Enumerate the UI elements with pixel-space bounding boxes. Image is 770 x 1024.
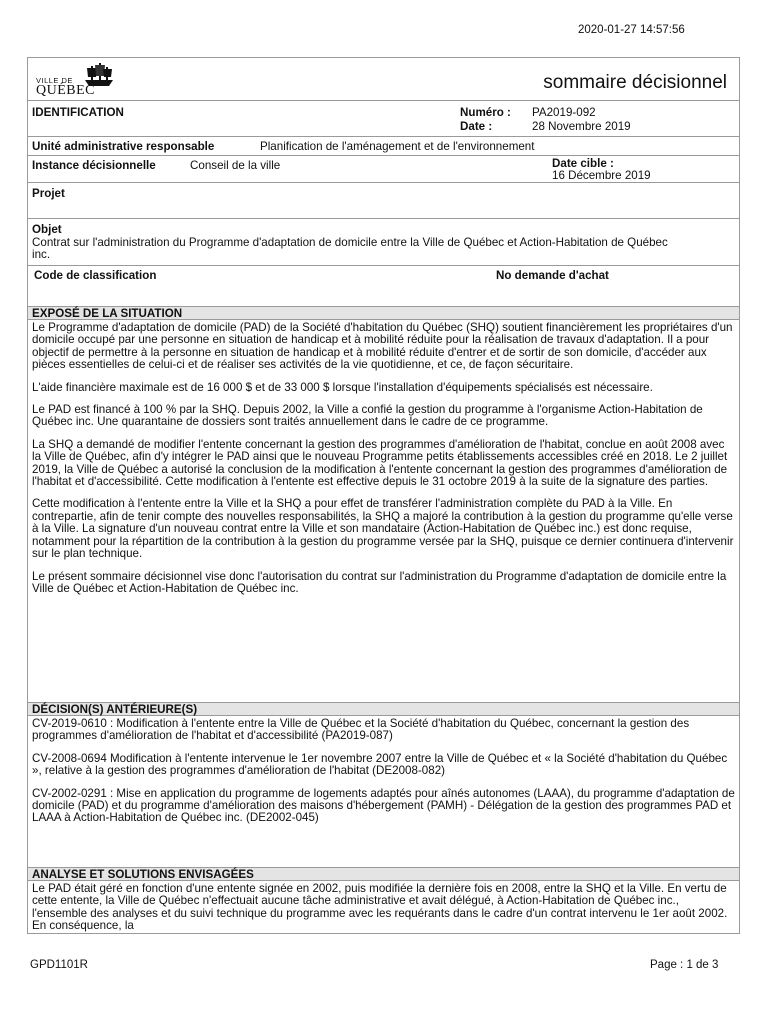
instance-label: Instance décisionnelle xyxy=(32,159,156,172)
no-demande-achat-label: No demande d'achat xyxy=(496,269,609,282)
objet-label: Objet xyxy=(32,223,62,236)
document-frame xyxy=(27,57,740,934)
expose-header: EXPOSÉ DE LA SITUATION xyxy=(28,306,739,320)
numero-value: PA2019-092 xyxy=(532,106,596,119)
ville-de-quebec-logo xyxy=(34,62,124,98)
projet-label: Projet xyxy=(32,187,65,200)
expose-paragraph: Le présent sommaire décisionnel vise donc l'autorisation du contrat sur l'administration du Programme d'adaptation de domicile entre la Ville de Québec et Action-Habitation de Québec inc. xyxy=(32,569,727,595)
document-title: sommaire décisionnel xyxy=(543,72,727,93)
analyse-body xyxy=(28,883,739,934)
expose-paragraph: Le Programme d'adaptation de domicile (PAD) de la Société d'habitation du Québec (SHQ) soutient financièrement les propriétaires d'un domicile occupé par une personne en situation de handicap et à mobilité réduite pour la réalisation de travaux d'adaptation. Il a pour objectif de permettre à la personne en situation de handicap et à mobilité réduite d'entrer et de sortir de son domicile, d'accéder aux pièces essentielles de celui-ci et de réaliser ses activités de la vie quotidienne, et ce, de façon sécuritaire. xyxy=(32,321,733,372)
analyse-header: ANALYSE ET SOLUTIONS ENVISAGÉES xyxy=(28,867,739,881)
date-cible-value: 16 Décembre 2019 xyxy=(552,169,651,182)
expose-paragraph: Le PAD est financé à 100 % par la SHQ. Depuis 2002, la Ville a confié la gestion du programme à l'organisme Action-Habitation de Québec inc. Une quarantaine de dossiers sont traités annuellement dans le cadre de ce programme. xyxy=(32,403,703,429)
instance-value: Conseil de la ville xyxy=(190,159,281,172)
date-cible-label: Date cible : xyxy=(552,157,614,170)
decisions-header: DÉCISION(S) ANTÉRIEURE(S) xyxy=(28,702,739,716)
decisions-body xyxy=(28,718,739,835)
unite-value: Planification de l'aménagement et de l'environnement xyxy=(260,140,535,153)
expose-body xyxy=(28,322,739,605)
analyse-paragraph: Le PAD était géré en fonction d'une entente signée en 2002, puis modifiée la dernière fois en 2008, entre la SHQ et la Ville. En vertu de cette entente, la Ville de Québec n'effectuait aucune tâche administrative et avait délégué, à Action-Habitation de Québec inc., l'ensemble des analyses et du suivi technique du programme avec les requérants dans le cadre d'un contrat intervenu le 1er août 2002. En conséquence, la xyxy=(32,882,728,933)
date-value: 28 Novembre 2019 xyxy=(532,120,631,133)
numero-label: Numéro : xyxy=(460,106,511,119)
decision-item: CV-2008-0694 Modification à l'entente intervenue le 1er novembre 2007 entre la Ville de Québec et « la Société d'habitation du Québec », relative à la gestion des programmes d'amélioration de l'habitat (DE2008-082) xyxy=(32,751,728,778)
decision-item: CV-2019-0610 : Modification à l'entente entre la Ville de Québec et la Société d'habitation du Québec, concernant la gestion des programmes d'amélioration de l'habitat et d'accessibilité (PA2019-087) xyxy=(32,717,690,743)
decision-item: CV-2002-0291 : Mise en application du programme de logements adaptés pour aînés autonomes (LAAA), du programme d'adaptation de domicile (PAD) et du programme d'amélioration des maisons d'hébergement (PAMH) - Délégation de la gestion des programmes PAD et LAAA à Action-Habitation de Québec inc. (DE2002-045) xyxy=(32,786,735,825)
logo-big-text: QUÉBEC xyxy=(36,83,95,98)
identification-label: IDENTIFICATION xyxy=(32,106,124,119)
expose-paragraph: L'aide financière maximale est de 16 000 $ et de 33 000 $ lorsque l'installation d'équipements spécialisés est nécessaire. xyxy=(32,380,653,394)
expose-paragraph: La SHQ a demandé de modifier l'entente concernant la gestion des programmes d'amélioration de l'habitat, conclue en août 2008 avec la Ville de Québec, afin d'y intégrer le PAD ainsi que le nouveau Programme petits établissements accessibles créé en 2018. Le 2 juillet 2019, la Ville de Québec a autorisé la conclusion de la modification à l'entente concernant la gestion des programmes d'amélioration de l'habitat et d'accessibilité. Cette modification à l'entente est effective depuis le 31 octobre 2019 à la suite de la signature des parties. xyxy=(32,437,728,489)
date-label: Date : xyxy=(460,120,493,133)
unite-label: Unité administrative responsable xyxy=(32,140,215,153)
timestamp: 2020-01-27 14:57:56 xyxy=(578,24,685,36)
code-classification-label: Code de classification xyxy=(34,269,157,282)
logo-small-text: VILLE DE xyxy=(36,76,73,85)
expose-paragraph: Cette modification à l'entente entre la Ville et la SHQ a pour effet de transférer l'administration complète du PAD à la Ville. En contrepartie, afin de tenir compte des nouvelles responsabilités, la SHQ a majoré la contribution à la gestion du programme qu'elle verse à la Ville. La signature d'un nouveau contrat entre la Ville et son mandataire (Action-Habitation de Québec inc.) est donc requise, notamment pour la répartition de la contribution à la gestion du programme versée par la SHQ, puisque ce dernier continuera d'intervenir sur le plan technique. xyxy=(32,497,734,561)
objet-text: Contrat sur l'administration du Programme d'adaptation de domicile entre la Ville de Québec et Action-Habitation de Québec inc. xyxy=(32,236,668,262)
form-code: GPD1101R xyxy=(30,959,88,971)
page-number: Page : 1 de 3 xyxy=(650,959,719,971)
